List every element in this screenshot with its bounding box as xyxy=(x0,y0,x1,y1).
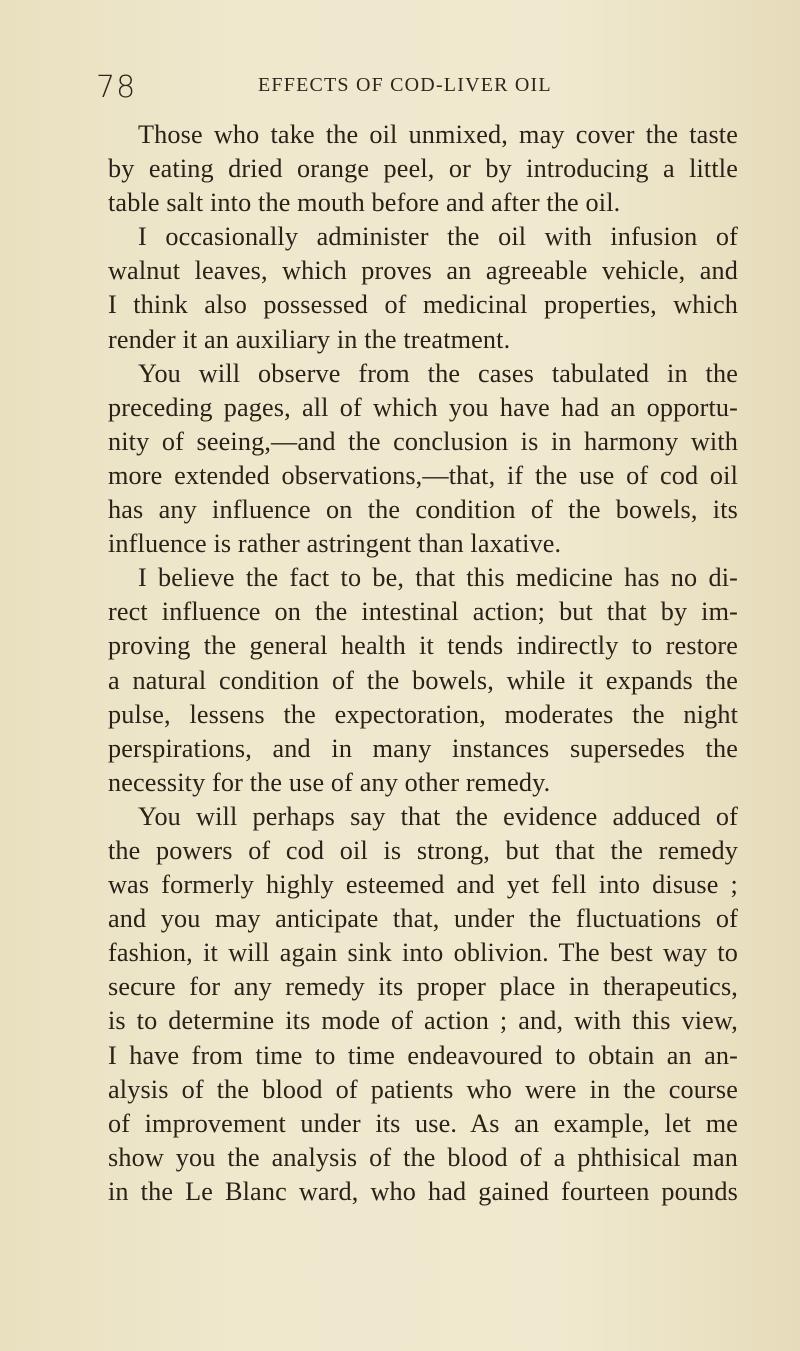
text-line: influence is rather astringent than laxative. xyxy=(108,529,562,559)
text-line: more extended observations,—that, if the use of cod oil xyxy=(108,460,738,490)
text-line: has any influence on the condition of the bowels, its xyxy=(108,495,738,525)
text-line: nity of seeing,—and the conclusion is in harmony with xyxy=(108,426,738,456)
text-line: proving the general health it tends indirectly to restore xyxy=(108,631,738,661)
text-line: preceding pages, all of which you have had an opportu- xyxy=(108,392,738,422)
text-line: I have from time to time endeavoured to obtain an an- xyxy=(108,1040,738,1070)
text-line: You will observe from the cases tabulated in the xyxy=(138,358,738,388)
page-number: 78 xyxy=(96,70,137,105)
text-line: render it an auxiliary in the treatment. xyxy=(108,324,511,354)
text-line: I occasionally administer the oil with infusion of xyxy=(138,222,738,252)
page-header xyxy=(96,64,716,104)
text-line: was formerly highly esteemed and yet fell into disuse ; xyxy=(108,870,738,900)
text-line: and you may anticipate that, under the fluctuations of xyxy=(108,904,738,934)
text-line: table salt into the mouth before and after the oil. xyxy=(108,188,621,218)
text-line: perspirations, and in many instances supersedes the xyxy=(108,733,738,763)
text-line: the powers of cod oil is strong, but that the remedy xyxy=(108,835,738,865)
text-line: walnut leaves, which proves an agreeable vehicle, and xyxy=(108,256,738,286)
text-line: rect influence on the intestinal action; but that by im- xyxy=(108,597,738,627)
text-line: I think also possessed of medicinal properties, which xyxy=(108,290,738,320)
text-line: of improvement under its use. As an example, let me xyxy=(108,1108,738,1138)
text-line: show you the analysis of the blood of a phthisical man xyxy=(108,1142,738,1172)
text-line: necessity for the use of any other remedy. xyxy=(108,767,551,797)
text-line: fashion, it will again sink into oblivion. The best way to xyxy=(108,938,738,968)
running-title: EFFECTS OF COD-LIVER OIL xyxy=(258,74,552,96)
text-line: pulse, lessens the expectoration, moderates the night xyxy=(108,699,738,729)
text-line: alysis of the blood of patients who were in the course xyxy=(108,1074,738,1104)
text-line: is to determine its mode of action ; and, with this view, xyxy=(108,1006,738,1036)
text-line: by eating dried orange peel, or by introducing a little xyxy=(108,154,738,184)
text-line: secure for any remedy its proper place in therapeutics, xyxy=(108,972,738,1002)
text-line: a natural condition of the bowels, while it expands the xyxy=(108,665,738,695)
text-line: in the Le Blanc ward, who had gained fourteen pounds xyxy=(108,1176,738,1206)
text-line: Those who take the oil unmixed, may cover the taste xyxy=(138,120,738,149)
text-line: You will perhaps say that the evidence adduced of xyxy=(138,801,738,831)
text-line: I believe the fact to be, that this medicine has no di- xyxy=(138,563,738,593)
body-text xyxy=(108,118,748,1209)
